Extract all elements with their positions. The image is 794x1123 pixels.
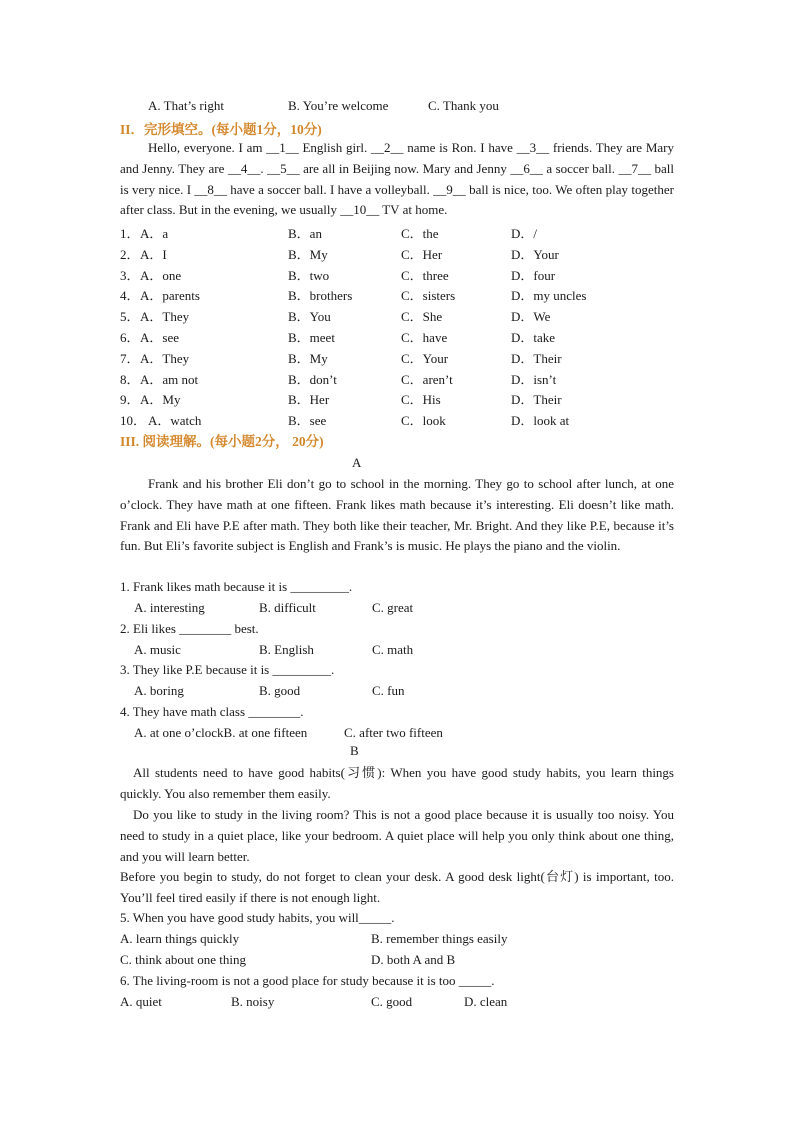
option-a: A．am not (140, 371, 199, 387)
question-number: 8． (120, 371, 140, 387)
question-5-option-d: D. both A and B (371, 952, 456, 967)
question-3-option-c: C. fun (372, 683, 405, 699)
option-b: B．meet (288, 330, 335, 345)
option-c: C．Her (401, 246, 443, 262)
cloze-passage: Hello, everyone. I am __1__ English girl. __2__ name is Ron. I have __3__ friends. They are Mary and Jenny. They are __4__. __5__ are all in Beijing now. Mary and Jenny __6__ a soccer ball. __7__ ball is very nice. I __8__ have a soccer ball. I have a volleyball. __9__ ball is nice, too. We often play together after class. But in the evening, we usually __10__ TV at home. (120, 140, 674, 218)
question-1-option-b: B. difficult (259, 600, 316, 615)
cloze-question-row (120, 389, 680, 409)
question-2-option-b: B. English (259, 641, 314, 657)
question-1-option-c: C. great (372, 600, 414, 615)
cloze-question-row (120, 244, 680, 264)
question-6-option-b: B. noisy (231, 994, 275, 1009)
option-c: C．sisters (401, 288, 456, 304)
option-b: B．see (288, 413, 327, 429)
option-a: A．They (140, 350, 190, 366)
question-number: 7． (120, 350, 140, 366)
question-2-option-a: A. music (134, 641, 181, 657)
passage-a-text: Frank and his brother Eli don’t go to school in the morning. They go to school after lunch, at one o’clock. They have math at one fifteen. Frank likes math because it’s interesting. Eli doesn’t like math. Frank and Eli have P.E after math. They both like their teacher, Mr. Bright. And they like P.E, because it’s fun. But Eli’s favorite subject is English and Frank’s is music. He plays the piano and the violin. (120, 476, 674, 554)
option-c: C．have (401, 330, 448, 345)
option-b: B．My (288, 350, 328, 366)
question-number: 9． (120, 392, 140, 408)
question-6-text: 6. The living-room is not a good place for study because it is too _____. (120, 973, 495, 988)
option-d: D．isn’t (511, 371, 557, 387)
option-c: C．Your (401, 350, 449, 366)
cloze-question-row (120, 410, 680, 430)
question-3-option-b: B. good (259, 683, 301, 699)
option-a: A．one (140, 267, 182, 283)
cloze-question-row (120, 306, 680, 326)
option-d: D．Their (511, 392, 562, 408)
option-b: B．brothers (288, 288, 353, 304)
question-5-option-a: A. learn things quickly (120, 931, 240, 946)
option-a: A．see (140, 330, 179, 345)
option-d: D．/ (511, 226, 538, 241)
question-number: 1． (120, 226, 140, 241)
passage-b-label: B (350, 743, 359, 758)
option-c: C. Thank you (428, 98, 499, 113)
option-b: B．You (288, 309, 331, 325)
question-4-text: 4. They have math class ________. (120, 703, 304, 719)
question-3-text: 3. They like P.E because it is _________. (120, 662, 335, 678)
option-a: A．I (140, 246, 167, 262)
question-number: 5． (120, 309, 140, 325)
passage-a-label: A (352, 455, 362, 470)
option-a: A．They (140, 309, 190, 325)
cloze-question-row (120, 369, 680, 389)
question-1-option-a: A. interesting (134, 600, 205, 615)
question-number: 10． (120, 413, 147, 429)
question-3-option-a: A. boring (134, 683, 184, 699)
question-5-option-c: C. think about one thing (120, 952, 247, 967)
passage-b-paragraph-3: Before you begin to study, do not forget to clean your desk. A good desk light(台灯) is important, too. You’ll feel tired easily if there is not enough light. (120, 869, 674, 905)
option-b: B．My (288, 246, 328, 262)
question-number: 3． (120, 267, 140, 283)
cloze-question-row (120, 285, 680, 305)
question-6-option-c: C. good (371, 994, 413, 1009)
cloze-question-row (120, 348, 680, 368)
section-heading-cloze: II．完形填空。(每小题1分，10分) (120, 122, 322, 137)
option-d: D．Your (511, 246, 559, 262)
question-5-option-b: B. remember things easily (371, 931, 508, 946)
section-heading-reading: III. 阅读理解。(每小题2分， 20分) (120, 434, 324, 449)
option-b: B．an (288, 226, 322, 241)
option-a: A．watch (148, 413, 202, 429)
question-4-option-a: A. at one o’clockB. at one fifteen (134, 724, 308, 740)
question-2-text: 2. Eli likes ________ best. (120, 620, 259, 636)
option-c: C．the (401, 226, 439, 241)
question-number: 2． (120, 246, 140, 262)
option-d: D．look at (511, 413, 570, 429)
option-c: C．three (401, 267, 449, 283)
option-d: D．four (511, 267, 556, 283)
question-number: 6． (120, 330, 140, 345)
cloze-question-row (120, 223, 680, 243)
option-d: D．Their (511, 350, 562, 366)
option-c: C．His (401, 392, 441, 408)
option-d: D．my uncles (511, 288, 587, 304)
question-number: 4． (120, 288, 140, 304)
option-a: A．parents (140, 288, 200, 304)
option-a: A．a (140, 226, 169, 241)
option-a: A. That’s right (148, 98, 224, 113)
option-b: B．don’t (288, 371, 337, 387)
option-a: A．My (140, 392, 181, 408)
cloze-question-row (120, 327, 680, 347)
question-1-text: 1. Frank likes math because it is _________. (120, 579, 353, 594)
question-5-text: 5. When you have good study habits, you will_____. (120, 910, 395, 925)
option-b: B．Her (288, 392, 330, 408)
question-4-option-c: C. after two fifteen (344, 724, 443, 740)
option-d: D．We (511, 309, 551, 325)
question-2-option-c: C. math (372, 641, 414, 657)
question-6-option-d: D. clean (464, 994, 508, 1009)
passage-b-paragraph-1: All students need to have good habits(习惯): When you have good study habits, you learn things quickly. You also remember them easily. (120, 765, 674, 801)
passage-b-paragraph-2: Do you like to study in the living room? This is not a good place because it is usually too noisy. You need to study in a quiet place, like your bedroom. A quiet place will help you only think about one thing, and you will learn better. (120, 807, 674, 864)
option-c: C．look (401, 413, 446, 429)
option-c: C．She (401, 309, 443, 325)
option-b: B. You’re welcome (288, 98, 389, 113)
question-6-option-a: A. quiet (120, 994, 162, 1009)
option-d: D．take (511, 330, 556, 345)
cloze-question-row (120, 265, 680, 285)
option-b: B．two (288, 267, 330, 283)
option-c: C．aren’t (401, 371, 453, 387)
